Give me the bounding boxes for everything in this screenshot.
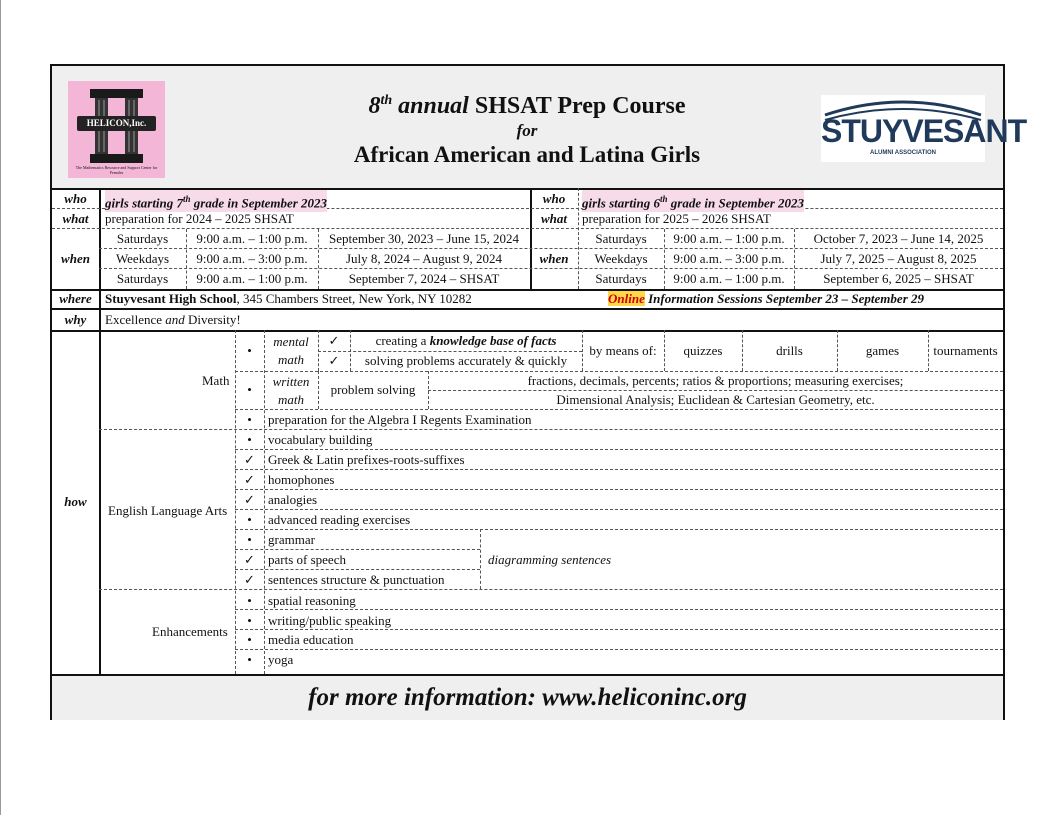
mental-math-label: mental math bbox=[273, 334, 309, 367]
check-icon: ✓ bbox=[244, 552, 255, 567]
who-right: girls starting 6th grade in September 2023 bbox=[582, 190, 804, 212]
by-means-label: by means of: bbox=[589, 343, 657, 358]
stuyvesant-name: STUYVESANT bbox=[821, 113, 1027, 149]
right-time-2: 9:00 a.m. – 3:00 p.m. bbox=[673, 251, 785, 266]
label-when-right: when bbox=[539, 251, 569, 266]
left-day-2: Weekdays bbox=[115, 251, 170, 266]
online-highlight: Online bbox=[608, 291, 645, 306]
enh-item: yoga bbox=[268, 652, 294, 667]
left-day-3: Saturdays bbox=[116, 271, 169, 286]
ela-item: sentences structure & punctuation bbox=[268, 572, 445, 587]
where-address: Stuyvesant High School, 345 Chambers Street, New York, NY 10282 bbox=[105, 291, 472, 306]
ela-item: parts of speech bbox=[268, 552, 346, 567]
enh-item: media education bbox=[268, 632, 354, 647]
enh-item: spatial reasoning bbox=[268, 593, 356, 608]
right-day-2: Weekdays bbox=[594, 251, 648, 266]
bullet: • bbox=[247, 412, 252, 427]
who-left: girls starting 7th grade in September 2023 bbox=[105, 190, 327, 212]
right-dates-2: July 7, 2025 – August 8, 2025 bbox=[820, 251, 977, 266]
bullet: • bbox=[247, 532, 252, 547]
check-icon: ✓ bbox=[244, 572, 255, 587]
left-time-1: 9:00 a.m. – 1:00 p.m. bbox=[196, 231, 308, 246]
footer-info: for more information: www.heliconinc.org bbox=[52, 674, 1003, 720]
ela-item: vocabulary building bbox=[268, 432, 373, 447]
flyer bbox=[50, 64, 1027, 720]
title-for: for bbox=[516, 121, 538, 140]
info-sessions: Online Information Sessions September 23 – September 29 bbox=[608, 291, 925, 306]
right-day-3: Saturdays bbox=[595, 271, 647, 286]
stuyvesant-logo bbox=[821, 95, 1027, 162]
regents-prep: preparation for the Algebra I Regents Examination bbox=[268, 412, 532, 427]
left-dates-3: September 7, 2024 – SHSAT bbox=[348, 271, 500, 286]
ela-item: advanced reading exercises bbox=[268, 512, 411, 527]
label-who-left: who bbox=[64, 191, 87, 206]
enh-item: writing/public speaking bbox=[268, 613, 392, 628]
means-games: games bbox=[865, 343, 900, 358]
label-how: how bbox=[64, 494, 87, 509]
ela-item: Greek & Latin prefixes-roots-suffixes bbox=[268, 452, 465, 467]
math-topics-2: Dimensional Analysis; Euclidean & Cartesian Geometry, etc. bbox=[556, 392, 875, 407]
bullet: • bbox=[247, 652, 252, 667]
flyer-header bbox=[52, 66, 1027, 190]
right-time-3: 9:00 a.m. – 1:00 p.m. bbox=[673, 271, 785, 286]
diagramming-sentences: diagramming sentences bbox=[488, 552, 612, 567]
means-tournaments: tournaments bbox=[933, 343, 998, 358]
what-left: preparation for 2024 – 2025 SHSAT bbox=[105, 211, 294, 226]
why-text: Excellence and Diversity! bbox=[105, 312, 241, 327]
solving-problems: solving problems accurately & quickly bbox=[364, 353, 568, 368]
right-dates-3: September 6, 2025 – SHSAT bbox=[823, 271, 974, 286]
page-subtitle: African American and Latina Girls bbox=[353, 142, 701, 167]
written-math-label: written math bbox=[272, 374, 310, 407]
bullet: • bbox=[247, 593, 252, 608]
stuyvesant-sub: ALUMNI ASSOCIATION bbox=[870, 150, 936, 156]
check-icon: ✓ bbox=[328, 333, 340, 348]
check-icon: ✓ bbox=[328, 353, 340, 368]
label-when-left: when bbox=[61, 251, 90, 266]
label-what-right: what bbox=[540, 211, 567, 226]
left-dates-2: July 8, 2024 – August 9, 2024 bbox=[345, 251, 502, 266]
ela-item: analogies bbox=[268, 492, 318, 507]
left-time-2: 9:00 a.m. – 3:00 p.m. bbox=[196, 251, 308, 266]
math-topics-1: fractions, decimals, percents; ratios & proportions; measuring exercises; bbox=[527, 373, 904, 388]
helicon-logo-text: HELICON,Inc. bbox=[86, 118, 147, 128]
bullet: • bbox=[247, 613, 252, 628]
left-day-1: Saturdays bbox=[116, 231, 169, 246]
right-dates-1: October 7, 2023 – June 14, 2025 bbox=[813, 231, 984, 246]
label-who-right: who bbox=[542, 191, 566, 206]
check-icon: ✓ bbox=[244, 472, 255, 487]
label-what-left: what bbox=[62, 211, 89, 226]
means-quizzes: quizzes bbox=[683, 343, 723, 358]
check-icon: ✓ bbox=[244, 492, 255, 507]
means-drills: drills bbox=[776, 343, 803, 358]
left-dates-1: September 30, 2023 – June 15, 2024 bbox=[329, 231, 519, 246]
ela-item: grammar bbox=[268, 532, 315, 547]
ela-item: homophones bbox=[268, 472, 335, 487]
helicon-logo-caption: The Mathematics Resource and Support Center for Females bbox=[75, 165, 158, 175]
what-right: preparation for 2025 – 2026 SHSAT bbox=[582, 211, 771, 226]
ela-label: English Language Arts bbox=[108, 503, 228, 518]
helicon-logo bbox=[68, 81, 165, 178]
enhancements-label: Enhancements bbox=[152, 624, 228, 639]
bullet: • bbox=[247, 512, 252, 527]
math-label: Math bbox=[202, 373, 230, 388]
knowledge-base: creating a knowledge base of facts bbox=[375, 333, 557, 348]
left-time-3: 9:00 a.m. – 1:00 p.m. bbox=[196, 271, 308, 286]
label-where: where bbox=[59, 291, 92, 306]
bullet: • bbox=[247, 632, 252, 647]
bullet: • bbox=[247, 343, 252, 358]
bullet: • bbox=[247, 432, 252, 447]
check-icon: ✓ bbox=[244, 452, 255, 467]
right-time-1: 9:00 a.m. – 1:00 p.m. bbox=[673, 231, 785, 246]
right-day-1: Saturdays bbox=[595, 231, 647, 246]
problem-solving: problem solving bbox=[330, 382, 416, 397]
page-title: 8th annual SHSAT Prep Course for African American and Latina Girls bbox=[252, 86, 802, 169]
bullet: • bbox=[247, 382, 252, 397]
window-edge bbox=[0, 0, 1, 815]
label-why: why bbox=[64, 312, 87, 327]
